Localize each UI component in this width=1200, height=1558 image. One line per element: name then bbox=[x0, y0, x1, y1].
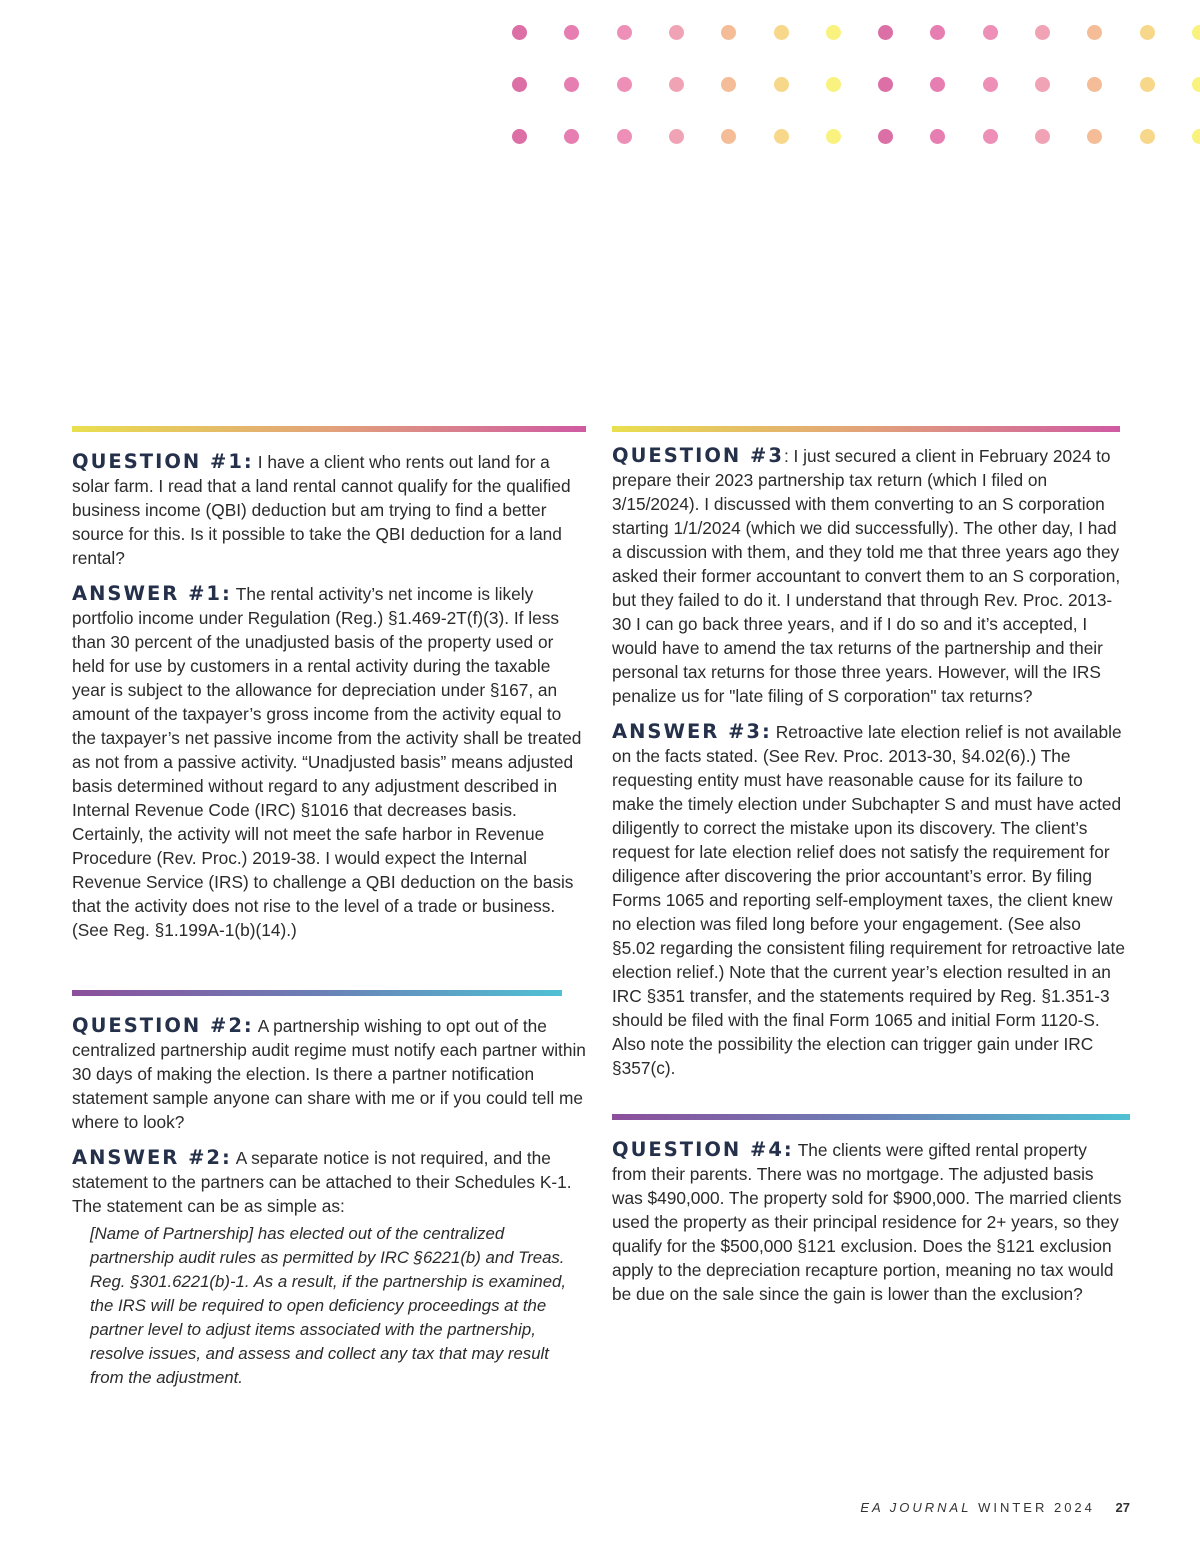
answer-3-text: Retroactive late election relief is not available on the facts stated. (See Rev. Proc. 2013-30, §4.02(6).) The requesting entity must have reasonable cause for its failure to make the timely election under Subchapter S and must have acted diligently to correct the mistake upon its discovery. The client’s request for late election relief does not satisfy the requirement for diligence after discovering the prior accountant’s error. By filing Forms 1065 and reporting self-employment taxes, the client knew no election was filed long before your engagement. (See also §5.02 regarding the consistent filing requirement for retroactive late election relief.) Note that the current year’s election resulted in an IRC §351 transfer, and the statements required by Reg. §1.351-3 should be filed with the final Form 1065 and initial Form 1120-S. Also note the possibility the election can trigger gain under IRC §357(c). bbox=[612, 722, 1125, 1078]
journal-name: EA JOURNAL bbox=[860, 1500, 972, 1515]
decorative-dot bbox=[721, 25, 736, 40]
decorative-dot bbox=[1087, 25, 1102, 40]
decorative-dot bbox=[669, 25, 684, 40]
answer-2 bbox=[72, 1146, 586, 1218]
answer-3-label: ANSWER #3: bbox=[612, 720, 772, 743]
decorative-dot bbox=[774, 129, 789, 144]
decorative-dot bbox=[617, 129, 632, 144]
decorative-dot bbox=[669, 129, 684, 144]
decorative-dot bbox=[512, 25, 527, 40]
decorative-dot bbox=[1035, 25, 1050, 40]
decorative-dot bbox=[721, 129, 736, 144]
question-1-label: QUESTION #1: bbox=[72, 450, 254, 473]
page-footer bbox=[860, 1500, 1130, 1515]
decorative-dot-pattern bbox=[500, 18, 1200, 153]
question-3-text: : I just secured a client in February 2024 to prepare their 2023 partnership tax return (which I filed on 3/15/2024). I discussed with them converting to an S corporation starting 1/1/2024 (which we did successfully). The other day, I had a discussion with them, and they told me that three years ago they asked their former accountant to convert them to an S corporation, but they failed to do it. I understand that through Rev. Proc. 2013-30 I can go back three years, and if I do so and it’s accepted, I would have to amend the tax returns of the partnership and their personal tax returns for those three years. However, will the IRS penalize us for "late filing of S corporation" tax returns? bbox=[612, 446, 1121, 706]
decorative-dot bbox=[774, 77, 789, 92]
question-3-label: QUESTION #3 bbox=[612, 444, 784, 467]
question-4 bbox=[612, 1138, 1126, 1306]
answer-1-text: The rental activity’s net income is likely portfolio income under Regulation (Reg.) §1.469-2T(f)(3). If less than 30 percent of the unadjusted basis of the property used or held for use by customers in a rental activity during the taxable year is subject to the allowance for depreciation under §167, an amount of the taxpayer’s gross income from the activity equal to the taxpayer’s net passive income from the activity shall be treated as not from a passive activity. “Unadjusted basis” means adjusted basis determined without regard to any adjustment described in Internal Revenue Code (IRC) §1016 that decreases basis. Certainly, the activity will not meet the safe harbor in Revenue Procedure (Rev. Proc.) 2019-38. I would expect the Internal Revenue Service (IRS) to challenge a QBI deduction on the basis that the activity does not rise to the level of a trade or business. (See Reg. §1.199A-1(b)(14).) bbox=[72, 584, 582, 940]
decorative-dot bbox=[983, 129, 998, 144]
question-1-text: I have a client who rents out land for a solar farm. I read that a land rental cannot qualify for the qualified business income (QBI) deduction but am trying to find a better source for this. Is it possible to take the QBI deduction for a land rental? bbox=[72, 452, 571, 568]
decorative-dot bbox=[930, 25, 945, 40]
question-2-label: QUESTION #2: bbox=[72, 1014, 254, 1037]
answer-2-text: A separate notice is not required, and the statement to the partners can be attached to their Schedules K-1. The statement can be as simple as: bbox=[72, 1148, 572, 1216]
decorative-dot bbox=[1035, 77, 1050, 92]
divider-rule bbox=[72, 426, 586, 432]
decorative-dot bbox=[617, 77, 632, 92]
question-3 bbox=[612, 444, 1126, 708]
decorative-dot bbox=[930, 77, 945, 92]
decorative-dot bbox=[1140, 129, 1155, 144]
left-column bbox=[72, 426, 586, 1390]
decorative-dot bbox=[564, 129, 579, 144]
decorative-dot bbox=[826, 77, 841, 92]
decorative-dot bbox=[721, 77, 736, 92]
decorative-dot bbox=[564, 77, 579, 92]
page-number: 27 bbox=[1115, 1500, 1130, 1515]
decorative-dot bbox=[564, 25, 579, 40]
decorative-dot bbox=[878, 129, 893, 144]
decorative-dot bbox=[1192, 25, 1200, 40]
issue-name: WINTER 2024 bbox=[978, 1500, 1095, 1515]
right-column bbox=[612, 426, 1126, 1318]
answer-2-label: ANSWER #2: bbox=[72, 1146, 232, 1169]
question-2 bbox=[72, 1014, 586, 1134]
divider-rule bbox=[612, 426, 1120, 432]
decorative-dot bbox=[826, 25, 841, 40]
divider-rule bbox=[612, 1114, 1130, 1120]
decorative-dot bbox=[1140, 25, 1155, 40]
answer-3 bbox=[612, 720, 1126, 1080]
question-4-label: QUESTION #4: bbox=[612, 1138, 794, 1161]
answer-2-sample-statement: [Name of Partnership] has elected out of the centralized partnership audit rules as permitted by IRC §6221(b) and Treas. Reg. §301.6221(b)-1. As a result, if the partnership is examined, the IRS will be required to open deficiency proceedings at the partner level to adjust items associated with the partnership, resolve issues, and assess and collect any tax that may result from the adjustment. bbox=[90, 1224, 567, 1387]
decorative-dot bbox=[983, 77, 998, 92]
decorative-dot bbox=[1087, 77, 1102, 92]
decorative-dot bbox=[1192, 77, 1200, 92]
divider-rule bbox=[72, 990, 562, 996]
decorative-dot bbox=[826, 129, 841, 144]
decorative-dot bbox=[512, 77, 527, 92]
question-2-text: A partnership wishing to opt out of the centralized partnership audit regime must notify each partner within 30 days of making the election. Is there a partner notification statement sample anyone can share with me or if you could tell me where to look? bbox=[72, 1016, 586, 1132]
decorative-dot bbox=[774, 25, 789, 40]
decorative-dot bbox=[930, 129, 945, 144]
decorative-dot bbox=[617, 25, 632, 40]
decorative-dot bbox=[1035, 129, 1050, 144]
decorative-dot bbox=[1192, 129, 1200, 144]
decorative-dot bbox=[669, 77, 684, 92]
decorative-dot bbox=[878, 77, 893, 92]
decorative-dot bbox=[1140, 77, 1155, 92]
question-4-text: The clients were gifted rental property from their parents. There was no mortgage. The adjusted basis was $490,000. The property sold for $900,000. The married clients used the property as their principal residence for 2+ years, so they qualify for the $500,000 §121 exclusion. Does the §121 exclusion apply to the depreciation recapture portion, meaning no tax would be due on the sale since the gain is lower than the exclusion? bbox=[612, 1140, 1122, 1304]
decorative-dot bbox=[983, 25, 998, 40]
question-1 bbox=[72, 450, 586, 570]
decorative-dot bbox=[878, 25, 893, 40]
answer-1-label: ANSWER #1: bbox=[72, 582, 232, 605]
decorative-dot bbox=[1087, 129, 1102, 144]
answer-1 bbox=[72, 582, 586, 942]
decorative-dot bbox=[512, 129, 527, 144]
